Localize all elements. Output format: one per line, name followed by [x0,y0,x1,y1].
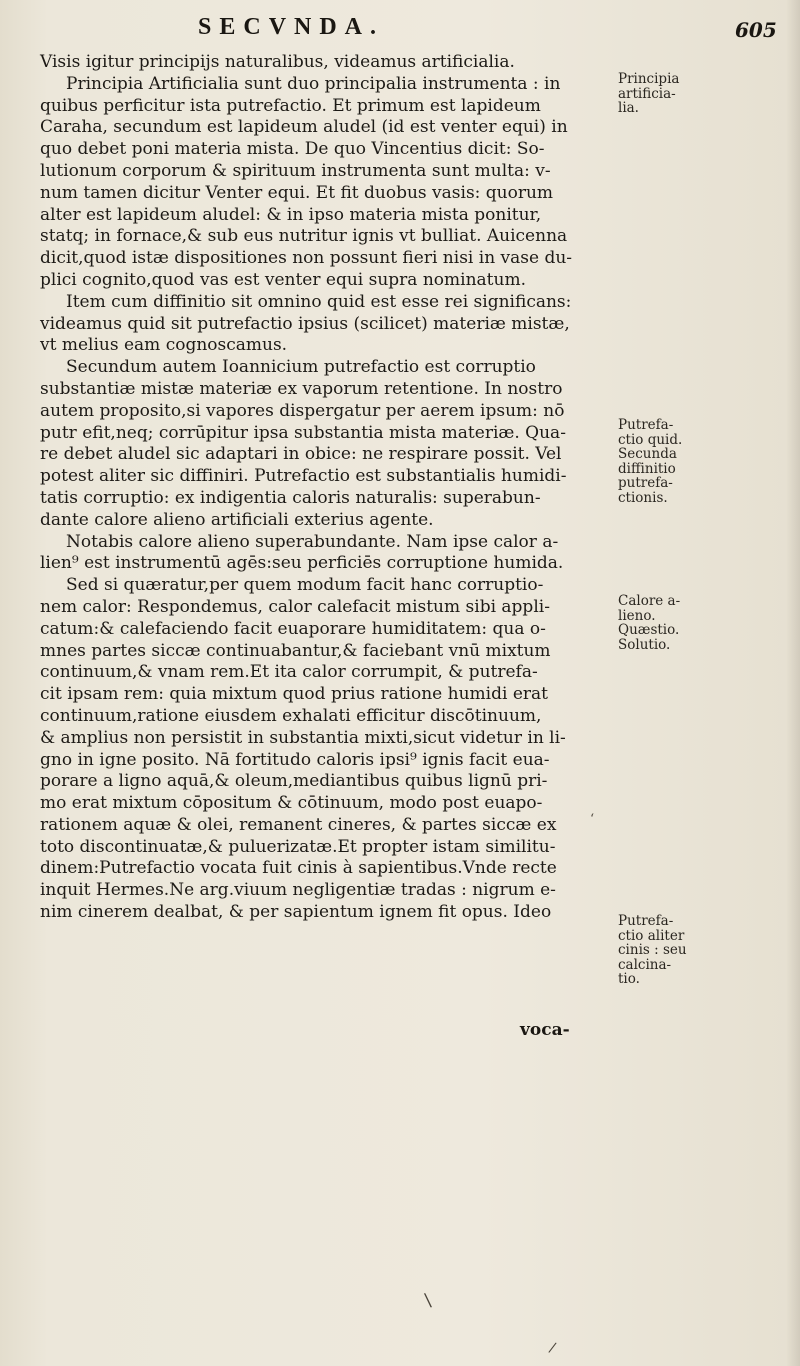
ink-mark: ‘ [590,812,595,827]
text-line: dicit,quod istæ dispositiones non possunt fieri nisi in vase du- [40,248,573,269]
margin-note-line: diffinitio [618,460,676,477]
margin-note-line: Principia [618,71,680,87]
text-line: re debet aludel sic adaptari in obice: ne respirare possit. Vel [40,444,562,465]
text-line: potest aliter sic diffiniri. Putrefactio est substantialis humidi- [40,466,567,487]
text-line: inquit Hermes.Ne arg.viuum negligentiæ tradas : nigrum e- [40,880,556,901]
text-line: lien⁹ est instrumentū agēs:seu perficiēs corruptione humida. [40,553,564,574]
text-line: putr efit,neq; corrūpitur ipsa substantia mista materiæ. Qua- [40,422,566,443]
margin-note-line: ctio quid. [618,431,683,448]
text-line: continuum,& vnam rem.Et ita calor corrumpit, & putrefa- [40,662,538,683]
margin-note-calore-alieno [618,594,728,652]
text-line: vt melius eam cognoscamus. [40,335,288,356]
margin-note-line: artificia- [618,85,676,102]
text-line: rationem aquæ & olei, remanent cineres, & partes siccæ ex [40,814,557,835]
text-line: Item cum diffinitio sit omnino quid est esse rei significans: [66,291,572,312]
text-line: tatis corruptio: ex indigentia caloris naturalis: superabun- [40,487,541,508]
text-line: nem calor: Respondemus, calor calefacit mistum sibi appli- [40,596,550,617]
ink-mark: \ [423,1289,433,1312]
margin-note-putrefactio [618,418,728,505]
text-line: autem proposito,si vapores dispergatur per aerem ipsum: nō [40,400,565,421]
catchword: voca- [520,1020,570,1040]
text-line: videamus quid sit putrefactio ipsius (scilicet) materiæ mistæ, [40,313,570,334]
margin-note-line: Putrefa- [618,913,674,929]
margin-note-line: putrefa- [618,475,673,491]
text-line: catum:& calefaciendo facit euaporare humiditatem: qua o- [40,618,546,639]
margin-note-line: ctio aliter [618,927,685,944]
margin-note-line: cinis : seu [618,942,687,958]
text-line: Sed si quæratur,per quem modum facit hanc corruptio- [66,575,544,596]
text-line: Secundum autem Ioannicium putrefactio est corruptio [66,357,536,378]
running-head: SECVNDA. [198,14,385,40]
page-edge-shadow [786,0,800,1366]
text-line: statq; in fornace,& sub eus nutritur ignis vt bulliat. Auicenna [40,226,568,247]
text-line: toto discontinuatæ,& puluerizatæ.Et propter istam similitu- [40,836,556,857]
text-line: nim cinerem dealbat, & per sapientum ignem fit opus. Ideo [40,902,552,923]
margin-note-line: lia. [618,100,639,116]
text-line: continuum,ratione eiusdem exhalati efficitur discōtinuum, [40,705,542,726]
text-line: Principia Artificialia sunt duo principalia instrumenta : in [66,73,561,94]
text-line: gno in igne posito. Nā fortitudo caloris ipsi⁹ ignis facit eua- [40,749,550,770]
text-line: porare a ligno aquā,& oleum,mediantibus quibus lignū pri- [40,771,548,792]
margin-note-line: lieno. [618,607,656,624]
text-line: & amplius non persistit in substantia mixti,sicut videtur in li- [40,727,566,748]
text-line: alter est lapideum aludel: & in ipso materia mista ponitur, [40,204,542,225]
text-line: mnes partes siccæ continuabantur,& faciebant vnū mixtum [40,640,551,661]
margin-note-line: tio. [618,971,640,987]
margin-note-line: ctionis. [618,489,668,506]
margin-note-line: Quæstio. [618,622,680,638]
text-line: cit ipsam rem: quia mixtum quod prius ratione humidi erat [40,684,548,705]
margin-note-line: Solutio. [618,636,671,653]
text-line: lutionum corporum & spirituum instrumenta sunt multa: v- [40,160,551,181]
text-line: Notabis calore alieno superabundante. Nam ipse calor a- [66,531,559,552]
text-line: dante calore alieno artificiali exterius agente. [40,509,434,530]
margin-note-principia [618,72,728,116]
text-line: Visis igitur principijs naturalibus, videamus artificialia. [40,52,515,72]
text-line: quibus perficitur ista putrefactio. Et primum est lapideum [40,95,541,116]
text-line: mo erat mixtum cōpositum & cōtinuum, modo post euapo- [40,793,543,814]
text-line: num tamen dicitur Venter equi. Et fit duobus vasis: quorum [40,182,554,203]
margin-note-line: Secunda [618,446,677,462]
margin-note-line: Calore a- [618,593,681,609]
text-line: quo debet poni materia mista. De quo Vincentius dicit: So- [40,139,545,160]
page-number: 605 [735,18,777,42]
margin-note-cinis [618,914,728,987]
text-line: plici cognito,quod vas est venter equi supra nominatum. [40,269,526,290]
ink-mark: / [547,1339,558,1357]
main-text-block [40,52,610,924]
text-line: substantiæ mistæ materiæ ex vaporum retentione. In nostro [40,378,563,399]
margin-note-line: Putrefa- [618,417,674,433]
text-line: Caraha, secundum est lapideum aludel (id est venter equi) in [40,117,568,138]
margin-note-line: calcina- [618,956,672,973]
text-line: dinem:Putrefactio vocata fuit cinis à sapientibus.Vnde recte [40,858,557,879]
